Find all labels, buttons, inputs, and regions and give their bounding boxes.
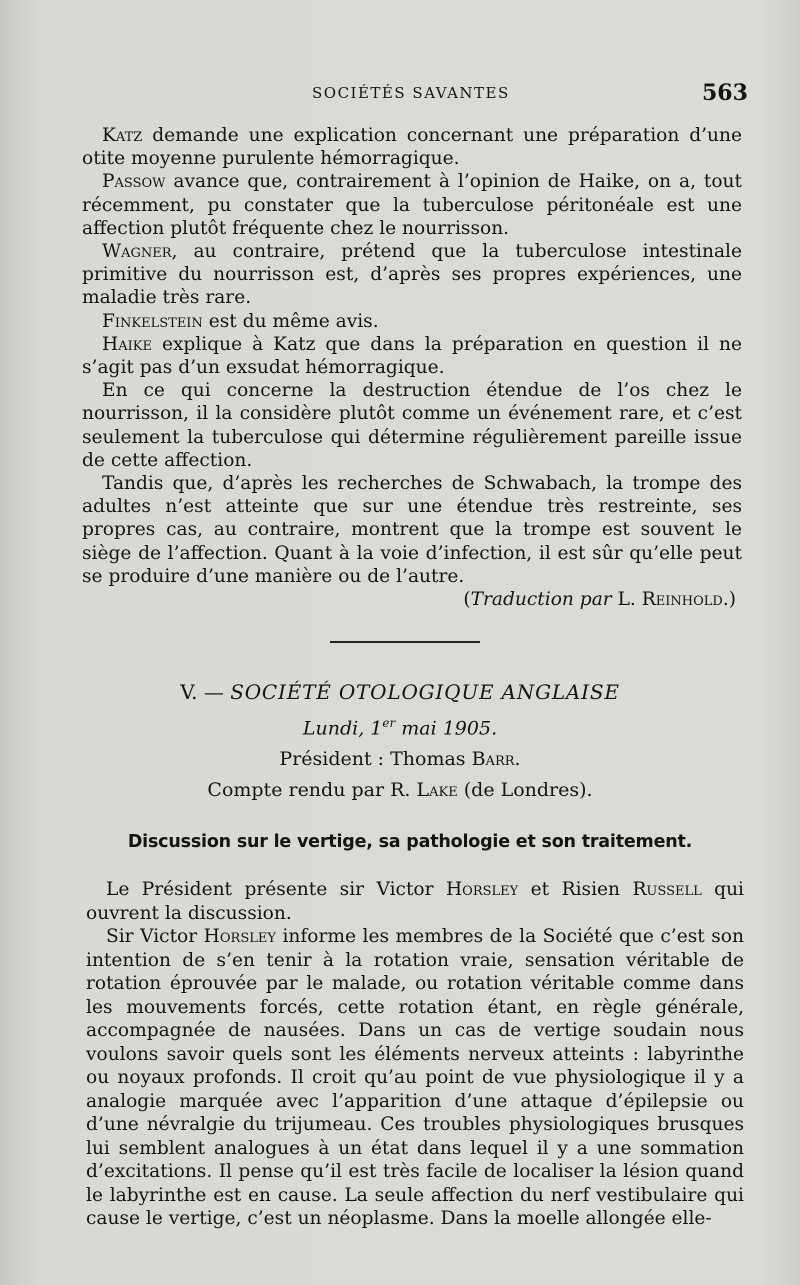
section-iv-discussion-end <box>82 124 742 611</box>
paragraph-wagner: Wagner, au contraire, prétend que la tuberculose intestinale primitive du nourrisson est, d’après ses propres expériences, une maladie très rare. <box>82 241 742 309</box>
speaker-finkelstein: Finkelstein <box>102 310 203 332</box>
translation-credit: (Traduction par L. Reinhold.) <box>463 589 736 611</box>
discussion-heading: Discussion sur le vertige, sa pathologie et son traitement. <box>127 832 693 852</box>
section-v-title: V. — SOCIÉTÉ OTOLOGIQUE ANGLAISE <box>180 680 620 704</box>
running-head-title: SOCIÉTÉS SAVANTES <box>312 84 510 102</box>
paragraph-katz: Katz demande une explication concernant une préparation d’une otite moyenne purulente hémorragique. <box>82 125 742 170</box>
paragraph-haike: Haike explique à Katz que dans la préparation en question il ne s’agit pas d’un exsudat hémorragique. <box>82 333 742 379</box>
speaker-katz: Katz <box>102 125 143 146</box>
meeting-date: Lundi, 1er mai 1905. <box>302 716 498 740</box>
page-number: 563 <box>702 80 748 106</box>
paragraph-horsley: Sir Victor Horsley informe les membres de la Société que c’est son intention de s’en tenir à la rotation vraie, sensation véritable de rotation éprouvée par le malade, ou rotation véritable comme dans les mouvements forcés, cette rotation étant, en règle générale, accompagnée de nausées. Dans un cas de vertige soudain nous voulons savoir quels sont les éléments nerveux atteints : labyrinthe ou noyaux profonds. Il croit qu’au point de vue physiologique il y a analogie marquée avec l’apparition d’une attaque d’épilepsie ou d’une névralgie du trijumeau. Ces troubles physiologiques brusques lui semblent analogues à un état dans lequel il y a une sommation d’excitations. Il pense qu’il est très facile de localiser la lésion quand le labyrinthe est en cause. La seule affection du nerf vestibulaire qui cause le vertige, c’est un néoplasme. Dans la moelle allongée elle- <box>86 926 744 1229</box>
paragraph-destruction: En ce qui concerne la destruction étendue de l’os chez le nourrisson, il la considère plutôt comme un événement rare, et c’est seulement la tuberculose qui détermine régulièrement pareille issue de cette affection. <box>82 380 742 471</box>
president-line: Président : Thomas Barr. <box>279 748 521 770</box>
speaker-haike: Haike <box>102 333 152 355</box>
running-head <box>0 76 800 110</box>
paragraph-trompe: Tandis que, d’après les recherches de Schwabach, la trompe des adultes n’est atteinte que sur une étendue très restreinte, ses propres cas, au contraire, montrent que la trompe est souvent le siège de l’affection. Quant à la voie d’infection, il est sûr qu’elle peut se produire d’une manière ou de l’autre. <box>82 473 742 587</box>
speaker-wagner: Wagner <box>102 241 172 263</box>
paragraph-finkelstein: Finkelstein est du même avis. <box>102 310 379 332</box>
discussion-body <box>86 878 744 1231</box>
speaker-passow: Passow <box>102 171 166 193</box>
report-author-line: Compte rendu par R. Lake (de Londres). <box>207 779 593 801</box>
paragraph-passow: Passow avance que, contrairement à l’opinion de Haike, on a, tout récemment, pu constater que la tuberculose péritonéale est une affection plutôt fréquente chez le nourrisson. <box>82 171 742 239</box>
section-divider-rule <box>330 641 480 643</box>
paragraph-president: Le Président présente sir Victor Horsley et Risien Russell qui ouvrent la discussion. <box>86 879 744 924</box>
